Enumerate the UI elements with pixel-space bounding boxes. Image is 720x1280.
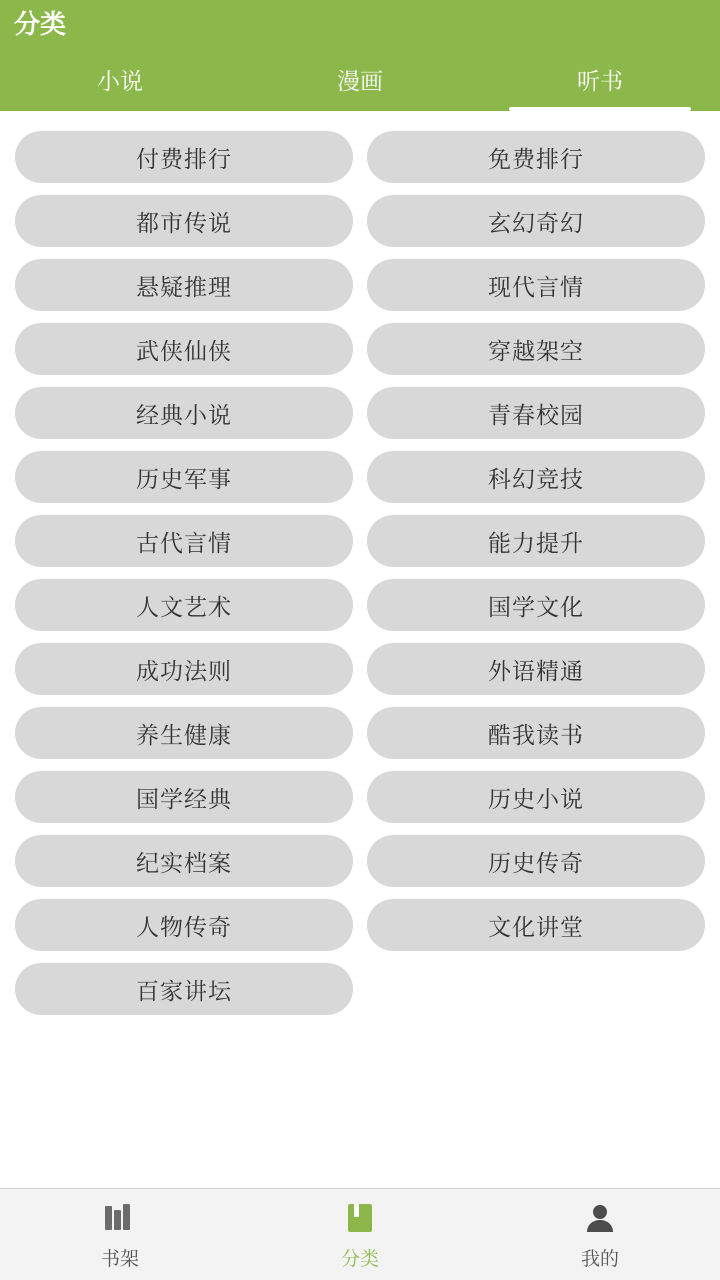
- category-cell: [8, 189, 360, 253]
- bookshelf-icon: [100, 1198, 140, 1238]
- category-button[interactable]: 穿越架空: [367, 323, 705, 375]
- tab-comic-label: 漫画: [337, 68, 383, 95]
- category-cell: [360, 765, 712, 829]
- category-button[interactable]: 经典小说: [15, 387, 353, 439]
- category-button[interactable]: 都市传说: [15, 195, 353, 247]
- category-cell: [8, 701, 360, 765]
- category-cell: [8, 253, 360, 317]
- category-list: [0, 111, 720, 1188]
- bottom-nav: [0, 1188, 720, 1280]
- category-cell: [8, 509, 360, 573]
- nav-label-category: 分类: [340, 1248, 379, 1270]
- category-cell: [8, 637, 360, 701]
- category-button[interactable]: 外语精通: [367, 643, 705, 695]
- category-cell: [8, 445, 360, 509]
- category-button[interactable]: 历史小说: [367, 771, 705, 823]
- category-cell: [8, 125, 360, 189]
- category-cell: [8, 381, 360, 445]
- page-title: 分类: [14, 10, 67, 40]
- category-button[interactable]: 百家讲坛: [15, 963, 353, 1015]
- nav-item-bookshelf[interactable]: [0, 1189, 240, 1280]
- category-cell: [8, 573, 360, 637]
- category-cell: [8, 829, 360, 893]
- category-cell: [360, 317, 712, 381]
- category-button[interactable]: 悬疑推理: [15, 259, 353, 311]
- category-button[interactable]: 人物传奇: [15, 899, 353, 951]
- header: [0, 0, 720, 111]
- category-cell: [8, 957, 360, 1021]
- category-button[interactable]: 人文艺术: [15, 579, 353, 631]
- category-cell: [8, 317, 360, 381]
- category-grid: [8, 125, 712, 1021]
- category-button[interactable]: 历史传奇: [367, 835, 705, 887]
- category-cell: [8, 765, 360, 829]
- category-cell: [360, 573, 712, 637]
- category-cell: [360, 189, 712, 253]
- category-button[interactable]: 养生健康: [15, 707, 353, 759]
- category-button[interactable]: 古代言情: [15, 515, 353, 567]
- category-cell: [360, 125, 712, 189]
- category-button[interactable]: 纪实档案: [15, 835, 353, 887]
- tab-novel-label: 小说: [97, 68, 143, 95]
- category-tabs: [0, 47, 720, 111]
- category-button[interactable]: 文化讲堂: [367, 899, 705, 951]
- nav-label-mine: 我的: [580, 1248, 619, 1270]
- category-button[interactable]: 酷我读书: [367, 707, 705, 759]
- category-cell: [360, 381, 712, 445]
- category-cell: [8, 893, 360, 957]
- category-button[interactable]: 国学经典: [15, 771, 353, 823]
- category-cell: [360, 637, 712, 701]
- tab-comic[interactable]: [240, 47, 480, 111]
- category-book-icon: [340, 1198, 380, 1238]
- tab-novel[interactable]: [0, 47, 240, 111]
- category-button[interactable]: 国学文化: [367, 579, 705, 631]
- category-button[interactable]: 现代言情: [367, 259, 705, 311]
- category-button[interactable]: 历史军事: [15, 451, 353, 503]
- tab-audiobook[interactable]: [480, 47, 720, 111]
- category-cell: [360, 509, 712, 573]
- category-button[interactable]: 青春校园: [367, 387, 705, 439]
- person-icon: [580, 1198, 620, 1238]
- category-button[interactable]: 能力提升: [367, 515, 705, 567]
- category-cell: [360, 829, 712, 893]
- category-button[interactable]: 成功法则: [15, 643, 353, 695]
- category-button[interactable]: 免费排行: [367, 131, 705, 183]
- nav-item-category[interactable]: [240, 1189, 480, 1280]
- category-cell: [360, 893, 712, 957]
- category-button[interactable]: 科幻竞技: [367, 451, 705, 503]
- category-button[interactable]: 付费排行: [15, 131, 353, 183]
- category-button[interactable]: 玄幻奇幻: [367, 195, 705, 247]
- nav-label-bookshelf: 书架: [100, 1248, 139, 1270]
- category-cell: [360, 253, 712, 317]
- category-button[interactable]: 武侠仙侠: [15, 323, 353, 375]
- nav-item-mine[interactable]: [480, 1189, 720, 1280]
- category-cell: [360, 701, 712, 765]
- category-cell: [360, 445, 712, 509]
- tab-audiobook-label: 听书: [577, 68, 623, 95]
